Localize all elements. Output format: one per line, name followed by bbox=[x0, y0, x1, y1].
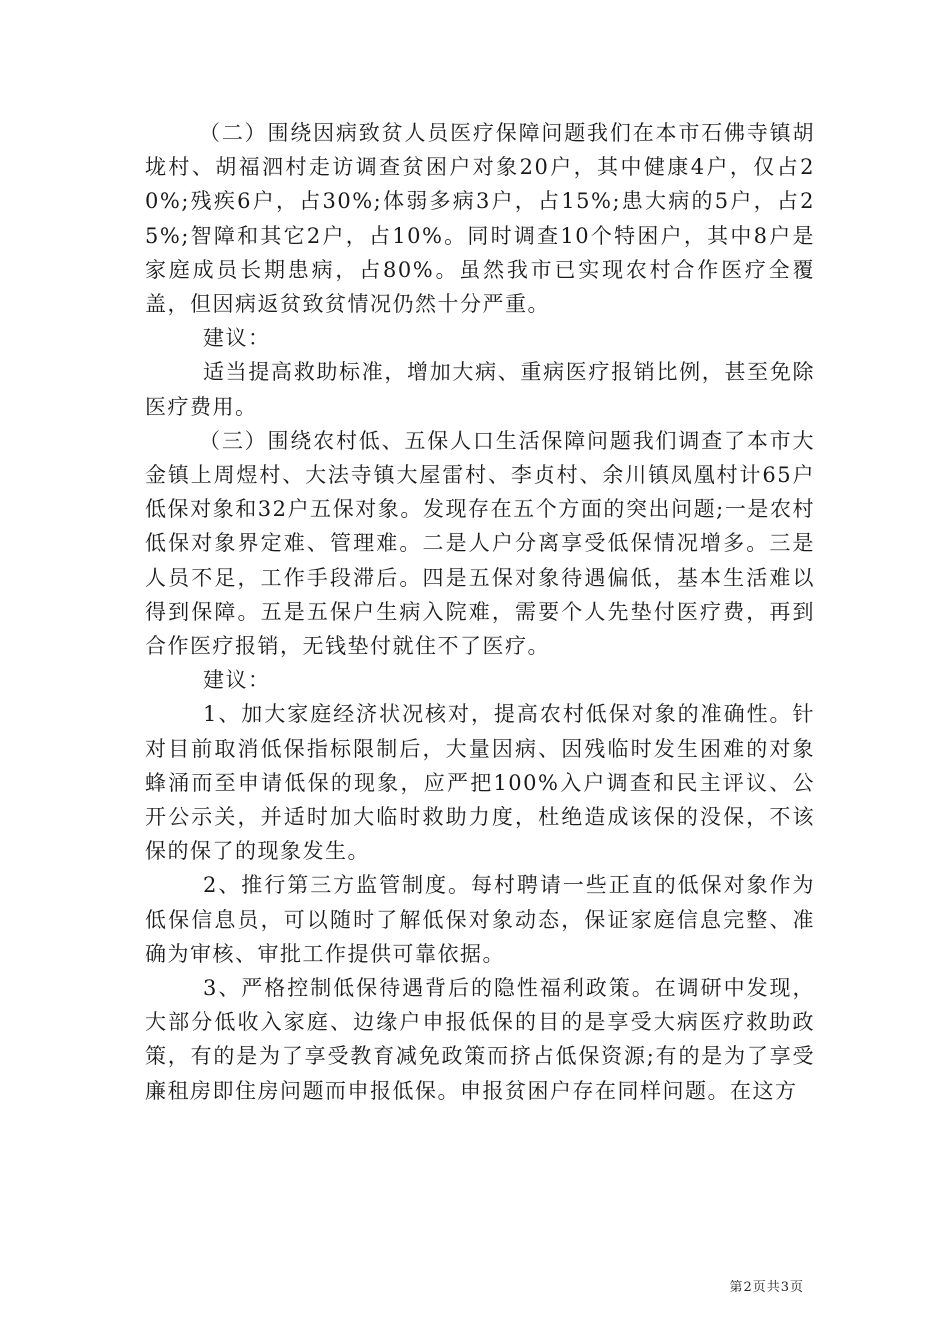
paragraph-illness-poverty: （二）围绕因病致贫人员医疗保障问题我们在本市石佛寺镇胡垅村、胡福泗村走访调查贫困户对象20户，其中健康4户，仅占20%;残疾6户，占30%;体弱多病3户，占15%;患大病的5户，占25%;智障和其它2户，占10%。同时调查10个特困户，其中8户是家庭成员长期患病，占80%。虽然我市已实现农村合作医疗全覆盖，但因病返贫致贫情况仍然十分严重。 bbox=[145, 121, 815, 317]
suggestion-heading: 建议： bbox=[203, 668, 271, 693]
paragraph-suggestion-1: 1、加大家庭经济状况核对，提高农村低保对象的准确性。针对目前取消低保指标限制后，大量因病、因残临时发生困难的对象蜂涌而至申请低保的现象，应严把100%入户调查和民主评议、公开公示关，并适时加大临时救助力度，杜绝造成该保的没保，不该保的保了的现象发生。 bbox=[145, 702, 815, 864]
page-number: 第2页共3页 bbox=[729, 1280, 804, 1295]
paragraph-low-income-security: （三）围绕农村低、五保人口生活保障问题我们调查了本市大金镇上周煜村、大法寺镇大屋雷村、李贞村、余川镇凤凰村计65户低保对象和32户五保对象。发现存在五个方面的突出问题;一是农村低保对象界定难、管理难。二是人户分离享受低保情况增多。三是人员不足，工作手段滞后。四是五保对象待遇偏低，基本生活难以得到保障。五是五保户生病入院难，需要个人先垫付医疗费，再到合作医疗报销，无钱垫付就住不了医疗。 bbox=[145, 428, 815, 659]
paragraph-suggestion-3: 3、严格控制低保待遇背后的隐性福利政策。在调研中发现，大部分低收入家庭、边缘户申报低保的目的是享受大病医疗救助政策，有的是为了享受教育减免政策而挤占低保资源;有的是为了享受廉租房即住房问题而申报低保。申报贫困户存在同样问题。在这方 bbox=[145, 976, 815, 1103]
suggestion-heading: 建议： bbox=[203, 326, 271, 351]
document-body bbox=[145, 116, 815, 1108]
paragraph-suggestion-2: 2、推行第三方监管制度。每村聘请一些正直的低保对象作为低保信息员，可以随时了解低保对象动态，保证家庭信息完整、准确为审核、审批工作提供可靠依据。 bbox=[145, 873, 815, 966]
paragraph-suggestion-medical: 适当提高救助标准，增加大病、重病医疗报销比例，甚至免除医疗费用。 bbox=[145, 360, 815, 419]
